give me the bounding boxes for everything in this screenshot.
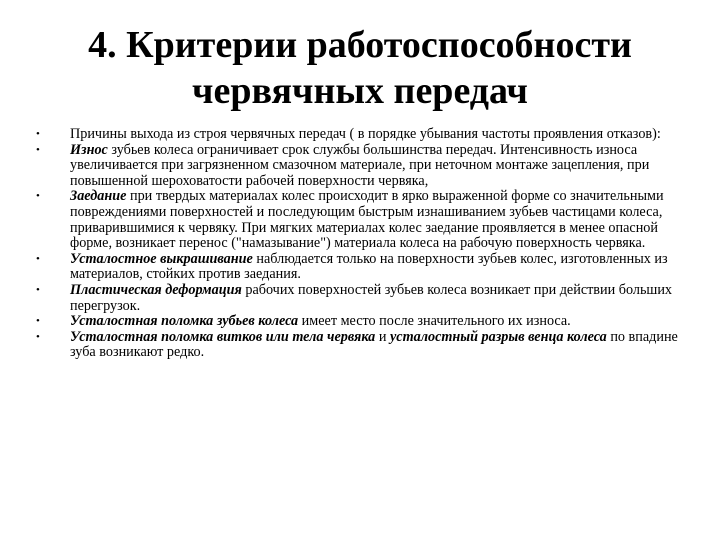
text-worm-conjunction: и <box>375 328 390 345</box>
term-tooth-fatigue-break: Усталостная поломка зубьев колеса <box>70 313 299 330</box>
term-plastic-deformation: Пластическая деформация <box>70 281 242 298</box>
term-pitting: Усталостное выкрашивание <box>70 250 253 267</box>
title-line-1: 4. Критерии работоспособности <box>88 24 632 66</box>
bullet-wear <box>36 143 696 190</box>
bullet-tooth-fatigue-break <box>36 314 696 330</box>
intro-text: Причины выхода из строя червячных передач ( в порядке убывания частоты проявления отказов): <box>70 126 661 142</box>
text-wear: зубьев колеса ограничивает срок службы большинства передач. Интенсивность износа увеличивается при загрязненном смазочном материале, при неточном монтаже зацепления, при повышенной шероховатости рабочей поверхности червяка, <box>70 141 650 189</box>
title-line-2: червячных передач <box>192 70 528 112</box>
term-wear: Износ <box>70 141 108 158</box>
bullet-pitting <box>36 252 696 283</box>
slide-title <box>40 22 680 114</box>
text-tooth-fatigue-break: имеет место после значительного их износа. <box>298 313 571 330</box>
bullet-plastic-deformation <box>36 283 696 314</box>
term-rim-fatigue-rupture: усталостный разрыв венца колеса <box>389 328 607 345</box>
bullet-list <box>36 127 696 361</box>
bullet-worm-fatigue-break <box>36 330 696 361</box>
text-worm-fatigue-break: по впадине зуба возникают редко. <box>70 328 678 361</box>
bullet-seizure <box>36 189 696 251</box>
bullet-intro <box>36 127 696 143</box>
text-plastic-deformation: рабочих поверхностей зубьев колеса возникает при действии больших перегрузок. <box>70 281 673 314</box>
text-seizure: при твердых материалах колес происходит в ярко выраженной форме со значительными повреждениями поверхностей и последующим быстрым изнашиванием зубьев частицами колеса, приварившимися к червяку. При мягких материалах колес заедание проявляется в менее опасной форме, возникает перенос ("намазывание") материала колеса на рабочую поверхность червяка. <box>70 188 664 252</box>
term-seizure: Заедание <box>70 188 127 205</box>
text-pitting: наблюдается только на поверхности зубьев колес, изготовленных из материалов, стойких против заедания. <box>70 250 668 283</box>
term-worm-fatigue-break: Усталостная поломка витков или тела червяка <box>70 328 376 345</box>
